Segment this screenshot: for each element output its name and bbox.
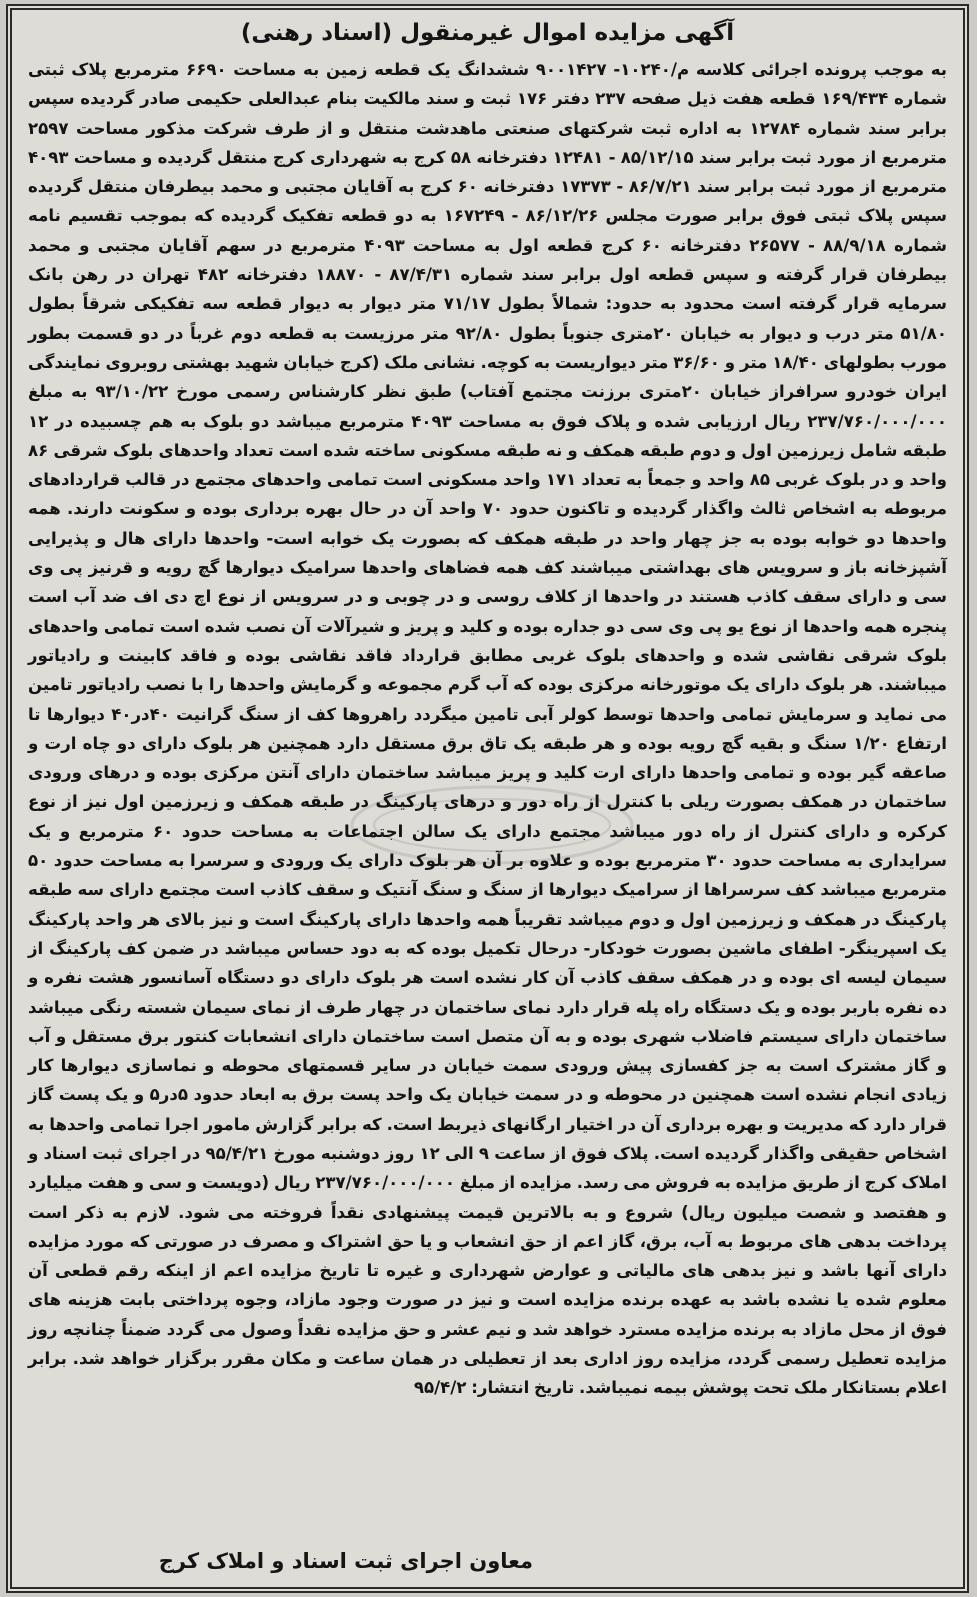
- notice-body: به موجب پرونده اجرائی کلاسه م/۱۰۲۴۰- ۹۰۰۱۴۲۷ ششدانگ یک قطعه زمین به مساحت ۶۶۹۰ مترمربع پلاک ثبتی شماره ۱۶۹/۴۳۴ قطعه هفت ذیل صفحه ۲۳۷ دفتر ۱۷۶ ثبت و سند مالکیت بنام عبدالعلی حکیمی صادر گردیده سپس برابر سند شماره ۱۲۷۸۴ به اداره ثبت شرکتهای صنعتی ماهدشت منتقل و از طرف شرکت مذکور مساحت ۲۵۹۷ مترمربع از مورد ثبت برابر سند ۸۵/۱۲/۱۵ - ۱۲۴۸۱ دفترخانه ۵۸ کرج به شهرداری کرج منتقل گردیده و مساحت ۴۰۹۳ مترمربع از مورد ثبت برابر سند ۸۶/۷/۲۱ - ۱۷۳۷۳ دفترخانه ۶۰ کرج به آقایان مجتبی و محمد بیطرفان منتقل گردیده سپس پلاک ثبتی فوق برابر صورت مجلس ۸۶/۱۲/۲۶ - ۱۶۷۲۴۹ به دو قطعه تفکیک گردیده که بموجب تقسیم نامه شماره ۸۸/۹/۱۸ - ۲۶۵۷۷ دفترخانه ۶۰ کرج قطعه اول به مساحت ۴۰۹۳ مترمربع در سهم آقایان مجتبی و محمد بیطرفان قرار گرفته و سپس قطعه اول برابر سند شماره ۸۷/۴/۳۱ - ۱۸۸۷۰ دفترخانه ۴۸۲ تهران در رهن بانک سرمایه قرار گرفته است محدود به حدود: شمالاً بطول ۷۱/۱۷ متر دیوار به دیوار قطعه سه تفکیکی شرقاً بطول ۵۱/۸۰ متر درب و دیوار به خیابان ۲۰متری جنوباً بطول ۹۲/۸۰ متر مرزیست به قطعه دوم غرباً در دو قسمت بطور مورب بطولهای ۱۸/۴۰ متر و ۳۶/۶۰ متر دیواریست به کوچه. نشانی ملک (کرج خیابان شهید بهشتی روبروی نمایندگی ایران خودرو سرافراز خیابان ۲۰متری برزنت مجتمع آفتاب) طبق نظر کارشناس رسمی مورخ ۹۳/۱۰/۲۲ به مبلغ ۲۳۷/۷۶۰/۰۰۰/۰۰۰ ریال ارزیابی شده و پلاک فوق به مساحت ۴۰۹۳ مترمربع میباشد دو بلوک به هم چسبیده در ۱۲ طبقه شامل زیرزمین اول و دوم طبقه همکف و نه طبقه مسکونی ساخته شده است تعداد واحدهای بلوک شرقی ۸۶ واحد و در بلوک غربی ۸۵ واحد و جمعاً به تعداد ۱۷۱ واحد مسکونی است تمامی واحدهای مجتمع در قالب قراردادهای مربوطه به اشخاص ثالث واگذار گردیده و تاکنون حدود ۷۰ واحد آن در حال بهره برداری بوده و سکونت دارند. همه واحدها دو خوابه بوده به جز چهار واحد در طبقه همکف که بصورت یک خوابه است- واحدها دارای هال و پذیرایی آشپزخانه باز و سرویس های بهداشتی میباشند کف همه فضاهای واحدها سرامیک دیوارها گچ رویه و قرنیز پی وی سی و دارای سقف کاذب هستند در واحدها از کلاف روسی و در چوبی و در سرویس از نوع اچ دی اف ضد آب است پنجره همه واحدها از نوع یو پی وی سی دو جداره بوده و کلید و پریز و شیرآلات آن نصب شده است تمامی واحدهای بلوک شرقی نقاشی شده و واحدهای بلوک غربی مطابق قرارداد فاقد نقاشی بوده و فاقد کابینت و رادیاتور میباشند. هر بلوک دارای یک موتورخانه مرکزی بوده که آب گرم مجموعه و گرمایش واحدها را با نصب رادیاتور تامین می نماید و سرمایش تمامی واحدها توسط کولر آبی تامین میگردد راهروها کف از سنگ گرانیت ۴۰در۴۰ دیوارها تا ارتفاع ۱/۲۰ سنگ و بقیه گچ رویه بوده و هر طبقه یک تاق برق مستقل دارد همچنین هر بلوک دارای دو چاه ارت و صاعقه گیر بوده و تمامی واحدها دارای ارت کلید و پریز میباشد ساختمان دارای آنتن مرکزی بوده و درهای ورودی ساختمان در همکف بصورت ریلی با کنترل از راه دور و درهای پارکینگ در طبقه همکف و زیرزمین اول نیز از نوع کرکره و دارای کنترل از راه دور میباشد مجتمع دارای یک سالن اجتماعات به مساحت حدود ۶۰ مترمربع و یک سرایداری به مساحت حدود ۳۰ مترمربع بوده و علاوه بر آن هر بلوک دارای یک ورودی و سرسرا به مساحت حدود ۵۰ مترمربع میباشد کف سرسراها از سرامیک دیوارها از سنگ و سنگ آنتیک و سقف کاذب است مجتمع دارای سه طبقه پارکینگ در همکف و زیرزمین اول و دوم میباشد تقریباً همه واحدها دارای پارکینگ است و نیز بالای هر واحد پارکینگ یک اسپرینگر- اطفای ماشین بصورت خودکار- درحال تکمیل بوده که به دود حساس میباشد در ضمن کف پارکینگ از سیمان لیسه ای بوده و در همکف سقف کاذب آن کار نشده است هر بلوک دارای دو دستگاه آسانسور هشت نفره و ده نفره باربر بوده و یک دستگاه راه پله قرار دارد نمای ساختمان در چهار طرف از نمای سیمان شسته رنگی میباشد ساختمان دارای سیستم فاضلاب شهری بوده و به آن متصل است ساختمان دارای انشعابات کنتور برق مستقل و آب و گاز مشترک است به جز کفسازی پیش ورودی سمت خیابان در سایر قسمتهای محوطه و نماسازی دیوارها کار زیادی انجام نشده است همچنین در محوطه و در سمت خیابان یک واحد پست برق به ابعاد حدود ۵در۵ و یک پست گاز قرار دارد که مدیریت و بهره برداری آن در اختیار ارگانهای ذیربط است. که برابر گزارش مامور اجرا تمامی واحدها به اشخاص حقیقی واگذار گردیده است. پلاک فوق از ساعت ۹ الی ۱۲ روز دوشنبه مورخ ۹۵/۴/۲۱ در اجرای ثبت اسناد و املاک کرج از طریق مزایده به فروش می رسد. مزایده از مبلغ ۲۳۷/۷۶۰/۰۰۰/۰۰۰ ریال (دویست و سی و هفت میلیارد و هفتصد و شصت میلیون ریال) شروع و به بالاترین قیمت پیشنهادی نقداً فروخته می شود. لازم به ذکر است پرداخت بدهی های مربوط به آب، برق، گاز اعم از حق انشعاب و یا حق اشتراک و مصرف در صورتی که مورد مزایده دارای آنها باشد و نیز بدهی های مالیاتی و عوارض شهرداری و غیره تا تاریخ مزایده اعم از اینکه رقم قطعی آن معلوم شده یا نشده باشد به عهده برنده مزایده است و نیز در صورت وجود مازاد، وجوه پرداختی بابت هزینه های فوق از محل مازاد به برنده مزایده مسترد خواهد شد و نیم عشر و حق مزایده نقداً وصول می گردد ضمناً چنانچه روز مزایده تعطیل رسمی گردد، مزایده روز اداری بعد از تعطیلی در همان ساعت و مکان مقرر برگزار خواهد شد. برابر اعلام بستانکار ملک تحت پوشش بیمه نمیباشد. تاریخ انتشار: ۹۵/۴/۲: [28, 60, 948, 1398]
- notice-title: آگهی مزایده اموال غیرمنقول (اسناد رهنی): [240, 20, 735, 46]
- auction-notice: [6, 4, 969, 1593]
- notice-signature: معاون اجرای ثبت اسناد و املاک کرج: [158, 1549, 533, 1573]
